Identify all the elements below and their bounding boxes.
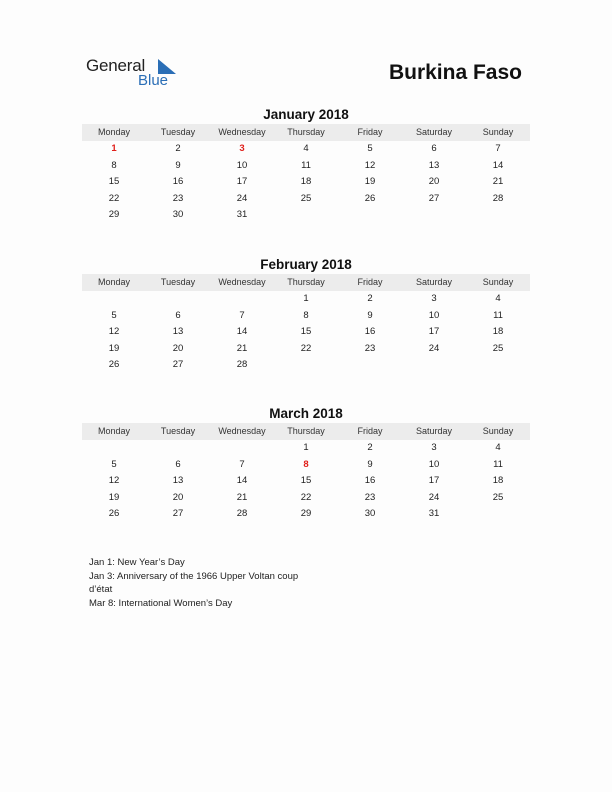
day-cell: 11 [493, 458, 503, 470]
day-cell: 1 [303, 293, 309, 304]
day-cell: 19 [108, 342, 120, 354]
holiday-notes [89, 556, 298, 610]
day-cell: 21 [236, 342, 248, 354]
weekday-label: Friday [357, 426, 383, 436]
day-cell: 26 [108, 359, 120, 370]
day-cell: 29 [300, 508, 312, 519]
week-row [82, 308, 530, 325]
month-title: March 2018 [269, 406, 343, 421]
day-cell: 10 [428, 458, 440, 470]
day-cell: 9 [175, 159, 181, 171]
week-row [82, 191, 530, 208]
week-row [82, 324, 530, 341]
day-cell: 4 [495, 293, 501, 304]
holiday-day-cell: 3 [239, 143, 245, 154]
day-cell: 14 [236, 475, 248, 486]
day-cell: 20 [172, 491, 184, 503]
day-cell: 16 [364, 326, 376, 337]
generalblue-logo [86, 56, 186, 92]
day-cell: 28 [236, 508, 248, 519]
day-cell: 10 [428, 309, 440, 321]
day-cell: 26 [364, 192, 376, 204]
day-cell: 1 [303, 442, 309, 453]
weekday-label: Monday [97, 277, 131, 287]
weekday-header-row [82, 423, 530, 440]
empty-day-cell [146, 291, 210, 308]
day-cell: 14 [492, 159, 504, 171]
empty-day-cell [402, 207, 466, 224]
day-cell: 20 [428, 176, 440, 187]
month-calendar [82, 405, 530, 523]
day-cell: 15 [108, 176, 120, 187]
month-title: February 2018 [260, 257, 352, 272]
day-cell: 11 [493, 309, 503, 321]
day-cell: 16 [172, 176, 184, 187]
weekday-label: Sunday [482, 277, 514, 287]
week-row [82, 341, 530, 358]
day-cell: 9 [367, 458, 373, 470]
day-cell: 5 [367, 143, 373, 154]
day-cell: 13 [428, 159, 440, 171]
week-row [82, 158, 530, 175]
empty-day-cell [210, 291, 274, 308]
day-cell: 27 [172, 508, 184, 519]
weekday-header-row [82, 124, 530, 141]
weekday-label: Sunday [482, 426, 514, 436]
week-row [82, 440, 530, 457]
day-cell: 12 [108, 326, 120, 337]
day-cell: 5 [111, 309, 117, 321]
day-cell: 31 [428, 508, 440, 519]
day-cell: 25 [492, 491, 504, 503]
weekday-label: Saturday [415, 127, 453, 137]
day-cell: 24 [428, 342, 440, 354]
holiday-note: Mar 8: International Women’s Day [89, 597, 233, 609]
weekday-label: Thursday [287, 426, 325, 436]
empty-day-cell [466, 357, 530, 374]
week-row [82, 291, 530, 308]
day-cell: 12 [364, 159, 376, 171]
day-cell: 12 [108, 475, 120, 486]
day-cell: 22 [108, 192, 120, 204]
week-row [82, 490, 530, 507]
weekday-label: Thursday [287, 127, 325, 137]
day-cell: 2 [175, 143, 181, 154]
day-cell: 18 [300, 176, 312, 187]
day-cell: 8 [111, 159, 117, 171]
empty-day-cell [274, 357, 338, 374]
day-cell: 13 [172, 475, 184, 486]
day-cell: 19 [108, 491, 120, 503]
day-cell: 2 [367, 293, 373, 304]
day-cell: 27 [428, 192, 440, 204]
month-calendar [82, 106, 530, 224]
day-cell: 27 [172, 359, 184, 370]
day-cell: 10 [236, 159, 248, 171]
day-cell: 6 [431, 143, 437, 154]
week-row [82, 207, 530, 224]
holiday-note: Jan 1: New Year’s Day [89, 557, 185, 568]
month-calendar [82, 256, 530, 374]
weekday-label: Monday [97, 426, 131, 436]
day-cell: 15 [300, 326, 312, 337]
empty-day-cell [466, 506, 530, 523]
day-cell: 14 [236, 326, 248, 337]
day-cell: 31 [236, 209, 248, 220]
day-cell: 8 [303, 309, 309, 321]
day-cell: 3 [431, 293, 437, 304]
weekday-label: Saturday [415, 426, 453, 436]
weekday-label: Monday [97, 127, 131, 137]
country-title: Burkina Faso [388, 61, 522, 84]
day-cell: 17 [236, 176, 248, 187]
day-cell: 28 [236, 359, 248, 370]
empty-day-cell [338, 357, 402, 374]
day-cell: 6 [175, 309, 181, 321]
day-cell: 21 [236, 491, 248, 503]
day-cell: 23 [172, 192, 184, 204]
day-cell: 7 [239, 309, 245, 321]
day-cell: 7 [495, 143, 501, 154]
day-cell: 17 [428, 475, 440, 486]
day-cell: 17 [428, 326, 440, 337]
day-cell: 9 [367, 309, 373, 321]
day-cell: 19 [364, 176, 376, 187]
day-cell: 13 [172, 326, 184, 337]
week-row [82, 357, 530, 374]
weekday-label: Wednesday [218, 127, 266, 137]
empty-day-cell [338, 207, 402, 224]
week-row [82, 457, 530, 474]
day-cell: 23 [364, 491, 376, 503]
holiday-note: d’état [89, 584, 113, 595]
day-cell: 5 [111, 458, 117, 470]
day-cell: 23 [364, 342, 376, 354]
day-cell: 18 [492, 326, 504, 337]
day-cell: 7 [239, 458, 245, 470]
day-cell: 25 [300, 192, 312, 204]
holiday-note: Jan 3: Anniversary of the 1966 Upper Voltan coup [89, 570, 299, 582]
day-cell: 25 [492, 342, 504, 354]
day-cell: 29 [108, 209, 120, 220]
day-cell: 20 [172, 342, 184, 354]
weekday-label: Tuesday [160, 127, 196, 137]
day-cell: 21 [492, 176, 504, 187]
empty-day-cell [210, 440, 274, 457]
day-cell: 16 [364, 475, 376, 486]
day-cell: 24 [428, 491, 440, 503]
day-cell: 6 [175, 458, 181, 470]
weekday-label: Tuesday [160, 277, 196, 287]
holiday-day-cell: 8 [303, 458, 309, 470]
weekday-label: Friday [357, 127, 383, 137]
logo-word-general: General [86, 56, 146, 75]
day-cell: 4 [303, 143, 309, 154]
empty-day-cell [146, 440, 210, 457]
weekday-label: Wednesday [218, 277, 266, 287]
day-cell: 18 [492, 475, 504, 486]
day-cell: 24 [236, 192, 248, 204]
weekday-label: Sunday [482, 127, 514, 137]
day-cell: 11 [301, 159, 311, 171]
weekday-label: Tuesday [160, 426, 196, 436]
logo-word-blue: Blue [138, 72, 169, 89]
weekday-header-row [82, 274, 530, 291]
weekday-label: Thursday [287, 277, 325, 287]
day-cell: 28 [492, 192, 504, 204]
day-cell: 22 [300, 491, 312, 503]
empty-day-cell [274, 207, 338, 224]
day-cell: 2 [367, 442, 373, 453]
weekday-label: Wednesday [218, 426, 266, 436]
empty-day-cell [402, 357, 466, 374]
week-row [82, 506, 530, 523]
empty-day-cell [82, 440, 146, 457]
week-row [82, 174, 530, 191]
day-cell: 30 [172, 209, 184, 220]
week-row [82, 141, 530, 158]
holiday-day-cell: 1 [111, 143, 117, 154]
weekday-label: Friday [357, 277, 383, 287]
day-cell: 22 [300, 342, 312, 354]
day-cell: 4 [495, 442, 501, 453]
week-row [82, 473, 530, 490]
day-cell: 3 [431, 442, 437, 453]
weekday-label: Saturday [415, 277, 453, 287]
day-cell: 15 [300, 475, 312, 486]
day-cell: 30 [364, 508, 376, 519]
empty-day-cell [82, 291, 146, 308]
month-title: January 2018 [263, 107, 349, 122]
empty-day-cell [466, 207, 530, 224]
day-cell: 26 [108, 508, 120, 519]
